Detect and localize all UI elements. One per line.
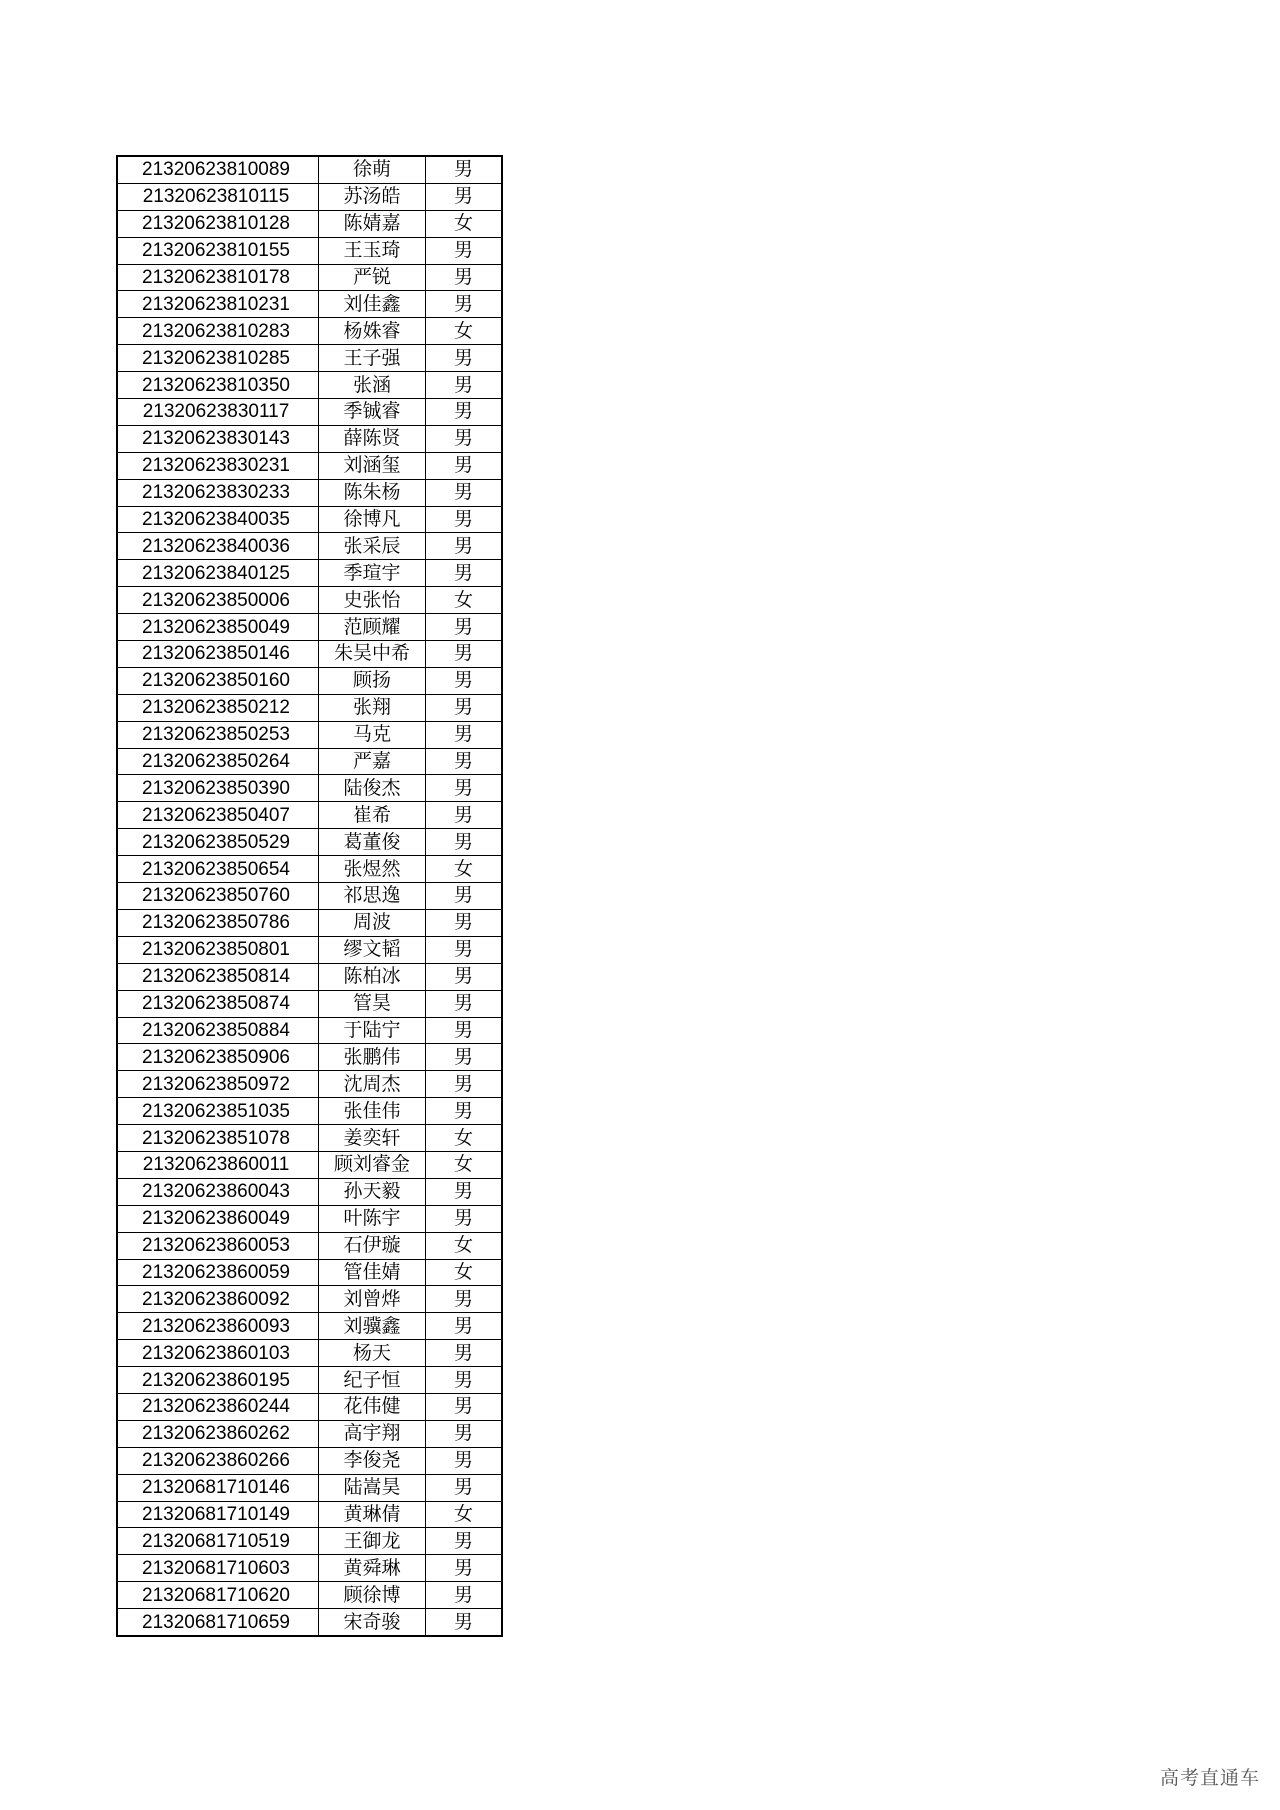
table-row <box>117 1501 502 1528</box>
gender-cell: 男 <box>426 1286 503 1313</box>
student-name-cell: 沈周杰 <box>319 1071 426 1098</box>
student-name-cell: 顾徐博 <box>319 1582 426 1609</box>
student-id-cell: 21320623850814 <box>117 963 319 990</box>
table-row <box>117 399 502 426</box>
student-id-cell: 21320623860011 <box>117 1151 319 1178</box>
student-id-cell: 21320623850160 <box>117 667 319 694</box>
table-row <box>117 210 502 237</box>
student-name-cell: 高宇翔 <box>319 1420 426 1447</box>
student-id-cell: 21320623850786 <box>117 909 319 936</box>
gender-cell: 男 <box>426 748 503 775</box>
gender-cell: 男 <box>426 425 503 452</box>
gender-cell: 男 <box>426 1340 503 1367</box>
student-id-cell: 21320623830143 <box>117 425 319 452</box>
student-id-cell: 21320681710603 <box>117 1555 319 1582</box>
table-row <box>117 775 502 802</box>
student-name-cell: 顾刘睿金 <box>319 1151 426 1178</box>
table-row <box>117 1044 502 1071</box>
student-id-cell: 21320623860195 <box>117 1367 319 1394</box>
student-id-cell: 21320623850654 <box>117 856 319 883</box>
student-name-cell: 杨姝睿 <box>319 318 426 345</box>
table-row <box>117 1071 502 1098</box>
gender-cell: 男 <box>426 802 503 829</box>
student-name-cell: 李俊尧 <box>319 1447 426 1474</box>
student-id-cell: 21320623840036 <box>117 533 319 560</box>
table-row <box>117 452 502 479</box>
student-id-cell: 21320623810128 <box>117 210 319 237</box>
roster-body <box>117 156 502 1636</box>
table-row <box>117 694 502 721</box>
table-row <box>117 1178 502 1205</box>
roster-sheet <box>116 155 503 1637</box>
table-row <box>117 1367 502 1394</box>
table-row <box>117 560 502 587</box>
gender-cell: 女 <box>426 1259 503 1286</box>
table-row <box>117 1447 502 1474</box>
student-name-cell: 张鹏伟 <box>319 1044 426 1071</box>
student-id-cell: 21320623860103 <box>117 1340 319 1367</box>
gender-cell: 男 <box>426 479 503 506</box>
table-row <box>117 614 502 641</box>
student-id-cell: 21320623810350 <box>117 372 319 399</box>
table-row <box>117 587 502 614</box>
student-id-cell: 21320623860266 <box>117 1447 319 1474</box>
student-id-cell: 21320623850006 <box>117 587 319 614</box>
student-id-cell: 21320623860093 <box>117 1313 319 1340</box>
student-name-cell: 姜奕轩 <box>319 1125 426 1152</box>
table-row <box>117 264 502 291</box>
table-row <box>117 1017 502 1044</box>
gender-cell: 男 <box>426 1393 503 1420</box>
gender-cell: 男 <box>426 1447 503 1474</box>
student-name-cell: 管昊 <box>319 990 426 1017</box>
gender-cell: 男 <box>426 264 503 291</box>
student-name-cell: 周波 <box>319 909 426 936</box>
student-name-cell: 缪文韬 <box>319 936 426 963</box>
watermark-text: 高考直通车 <box>1159 1767 1260 1789</box>
student-id-cell: 21320681710519 <box>117 1528 319 1555</box>
student-name-cell: 陈柏冰 <box>319 963 426 990</box>
gender-cell: 男 <box>426 1474 503 1501</box>
gender-cell: 男 <box>426 1071 503 1098</box>
student-name-cell: 顾扬 <box>319 667 426 694</box>
student-name-cell: 杨天 <box>319 1340 426 1367</box>
student-name-cell: 徐博凡 <box>319 506 426 533</box>
student-id-cell: 21320623850906 <box>117 1044 319 1071</box>
student-name-cell: 陈朱杨 <box>319 479 426 506</box>
student-name-cell: 刘涵玺 <box>319 452 426 479</box>
student-name-cell: 王御龙 <box>319 1528 426 1555</box>
student-id-cell: 21320623810283 <box>117 318 319 345</box>
table-row <box>117 856 502 883</box>
table-row <box>117 1555 502 1582</box>
gender-cell: 男 <box>426 372 503 399</box>
table-row <box>117 1340 502 1367</box>
student-id-cell: 21320623850972 <box>117 1071 319 1098</box>
student-name-cell: 严锐 <box>319 264 426 291</box>
student-name-cell: 史张怡 <box>319 587 426 614</box>
student-id-cell: 21320623851078 <box>117 1125 319 1152</box>
table-row <box>117 1313 502 1340</box>
gender-cell: 女 <box>426 1232 503 1259</box>
gender-cell: 男 <box>426 1313 503 1340</box>
student-id-cell: 21320623810231 <box>117 291 319 318</box>
table-row <box>117 829 502 856</box>
table-row <box>117 1151 502 1178</box>
student-id-cell: 21320681710620 <box>117 1582 319 1609</box>
student-name-cell: 马克 <box>319 721 426 748</box>
student-id-cell: 21320623830117 <box>117 399 319 426</box>
gender-cell: 女 <box>426 856 503 883</box>
gender-cell: 男 <box>426 506 503 533</box>
gender-cell: 女 <box>426 587 503 614</box>
table-row <box>117 909 502 936</box>
student-roster-table <box>116 155 503 1637</box>
student-name-cell: 于陆宁 <box>319 1017 426 1044</box>
gender-cell: 女 <box>426 1125 503 1152</box>
student-name-cell: 苏汤皓 <box>319 183 426 210</box>
gender-cell: 男 <box>426 1205 503 1232</box>
student-name-cell: 季瑄宇 <box>319 560 426 587</box>
gender-cell: 男 <box>426 721 503 748</box>
gender-cell: 男 <box>426 399 503 426</box>
student-id-cell: 21320623810089 <box>117 156 319 183</box>
student-id-cell: 21320623810285 <box>117 345 319 372</box>
student-name-cell: 宋奇骏 <box>319 1609 426 1636</box>
table-row <box>117 291 502 318</box>
student-name-cell: 刘曾烨 <box>319 1286 426 1313</box>
student-id-cell: 21320623850264 <box>117 748 319 775</box>
student-id-cell: 21320623850884 <box>117 1017 319 1044</box>
gender-cell: 男 <box>426 1044 503 1071</box>
student-name-cell: 张煜然 <box>319 856 426 883</box>
student-id-cell: 21320623860049 <box>117 1205 319 1232</box>
student-id-cell: 21320623860244 <box>117 1393 319 1420</box>
student-name-cell: 叶陈宇 <box>319 1205 426 1232</box>
student-id-cell: 21320623850760 <box>117 883 319 910</box>
gender-cell: 男 <box>426 614 503 641</box>
gender-cell: 男 <box>426 345 503 372</box>
student-name-cell: 陆俊杰 <box>319 775 426 802</box>
gender-cell: 男 <box>426 1582 503 1609</box>
student-id-cell: 21320623860262 <box>117 1420 319 1447</box>
gender-cell: 男 <box>426 667 503 694</box>
table-row <box>117 1205 502 1232</box>
gender-cell: 女 <box>426 318 503 345</box>
student-id-cell: 21320623860043 <box>117 1178 319 1205</box>
table-row <box>117 1125 502 1152</box>
student-name-cell: 张佳伟 <box>319 1098 426 1125</box>
student-id-cell: 21320623860059 <box>117 1259 319 1286</box>
student-name-cell: 范顾耀 <box>319 614 426 641</box>
student-id-cell: 21320623850874 <box>117 990 319 1017</box>
gender-cell: 男 <box>426 1367 503 1394</box>
table-row <box>117 990 502 1017</box>
gender-cell: 男 <box>426 291 503 318</box>
student-id-cell: 21320623851035 <box>117 1098 319 1125</box>
gender-cell: 女 <box>426 1151 503 1178</box>
table-row <box>117 318 502 345</box>
gender-cell: 男 <box>426 963 503 990</box>
student-name-cell: 崔希 <box>319 802 426 829</box>
gender-cell: 男 <box>426 775 503 802</box>
gender-cell: 男 <box>426 1098 503 1125</box>
table-row <box>117 156 502 183</box>
student-name-cell: 张涵 <box>319 372 426 399</box>
table-row <box>117 1474 502 1501</box>
student-name-cell: 薛陈贤 <box>319 425 426 452</box>
student-name-cell: 纪子恒 <box>319 1367 426 1394</box>
gender-cell: 男 <box>426 1609 503 1636</box>
student-name-cell: 徐萌 <box>319 156 426 183</box>
gender-cell: 男 <box>426 883 503 910</box>
table-row <box>117 963 502 990</box>
gender-cell: 男 <box>426 237 503 264</box>
student-id-cell: 21320623830233 <box>117 479 319 506</box>
table-row <box>117 936 502 963</box>
gender-cell: 男 <box>426 1017 503 1044</box>
table-row <box>117 345 502 372</box>
student-name-cell: 刘骥鑫 <box>319 1313 426 1340</box>
student-id-cell: 21320623850212 <box>117 694 319 721</box>
table-row <box>117 1259 502 1286</box>
table-row <box>117 1609 502 1636</box>
gender-cell: 男 <box>426 694 503 721</box>
gender-cell: 男 <box>426 1420 503 1447</box>
gender-cell: 男 <box>426 533 503 560</box>
student-id-cell: 21320623830231 <box>117 452 319 479</box>
student-id-cell: 21320681710659 <box>117 1609 319 1636</box>
student-id-cell: 21320623850049 <box>117 614 319 641</box>
student-name-cell: 管佳婧 <box>319 1259 426 1286</box>
student-id-cell: 21320623860092 <box>117 1286 319 1313</box>
student-name-cell: 黄舜琳 <box>319 1555 426 1582</box>
student-id-cell: 21320623850801 <box>117 936 319 963</box>
student-id-cell: 21320681710149 <box>117 1501 319 1528</box>
gender-cell: 男 <box>426 560 503 587</box>
table-row <box>117 372 502 399</box>
student-name-cell: 葛董俊 <box>319 829 426 856</box>
gender-cell: 男 <box>426 909 503 936</box>
gender-cell: 女 <box>426 1501 503 1528</box>
student-name-cell: 石伊璇 <box>319 1232 426 1259</box>
student-name-cell: 朱吴中希 <box>319 641 426 668</box>
table-row <box>117 883 502 910</box>
student-name-cell: 张采辰 <box>319 533 426 560</box>
table-row <box>117 1582 502 1609</box>
table-row <box>117 425 502 452</box>
table-row <box>117 506 502 533</box>
table-row <box>117 802 502 829</box>
student-name-cell: 刘佳鑫 <box>319 291 426 318</box>
table-row <box>117 641 502 668</box>
table-row <box>117 748 502 775</box>
gender-cell: 男 <box>426 641 503 668</box>
table-row <box>117 1393 502 1420</box>
student-name-cell: 王子强 <box>319 345 426 372</box>
table-row <box>117 237 502 264</box>
gender-cell: 男 <box>426 1528 503 1555</box>
student-id-cell: 21320623860053 <box>117 1232 319 1259</box>
student-name-cell: 王玉琦 <box>319 237 426 264</box>
student-name-cell: 花伟健 <box>319 1393 426 1420</box>
student-name-cell: 季铖睿 <box>319 399 426 426</box>
student-id-cell: 21320623850407 <box>117 802 319 829</box>
gender-cell: 男 <box>426 452 503 479</box>
gender-cell: 女 <box>426 210 503 237</box>
table-row <box>117 1420 502 1447</box>
student-name-cell: 严嘉 <box>319 748 426 775</box>
gender-cell: 男 <box>426 156 503 183</box>
table-row <box>117 1528 502 1555</box>
student-id-cell: 21320681710146 <box>117 1474 319 1501</box>
student-id-cell: 21320623850253 <box>117 721 319 748</box>
student-name-cell: 陈婧嘉 <box>319 210 426 237</box>
gender-cell: 男 <box>426 1178 503 1205</box>
table-row <box>117 1286 502 1313</box>
student-id-cell: 21320623840125 <box>117 560 319 587</box>
student-name-cell: 祁思逸 <box>319 883 426 910</box>
student-name-cell: 张翔 <box>319 694 426 721</box>
gender-cell: 男 <box>426 1555 503 1582</box>
student-name-cell: 黄琳倩 <box>319 1501 426 1528</box>
student-name-cell: 陆嵩昊 <box>319 1474 426 1501</box>
student-id-cell: 21320623810178 <box>117 264 319 291</box>
student-id-cell: 21320623850529 <box>117 829 319 856</box>
table-row <box>117 479 502 506</box>
gender-cell: 男 <box>426 183 503 210</box>
table-row <box>117 667 502 694</box>
gender-cell: 男 <box>426 990 503 1017</box>
gender-cell: 男 <box>426 829 503 856</box>
table-row <box>117 533 502 560</box>
table-row <box>117 721 502 748</box>
student-id-cell: 21320623850390 <box>117 775 319 802</box>
student-id-cell: 21320623810155 <box>117 237 319 264</box>
table-row <box>117 183 502 210</box>
student-id-cell: 21320623840035 <box>117 506 319 533</box>
table-row <box>117 1232 502 1259</box>
student-id-cell: 21320623850146 <box>117 641 319 668</box>
gender-cell: 男 <box>426 936 503 963</box>
student-name-cell: 孙天毅 <box>319 1178 426 1205</box>
table-row <box>117 1098 502 1125</box>
student-id-cell: 21320623810115 <box>117 183 319 210</box>
